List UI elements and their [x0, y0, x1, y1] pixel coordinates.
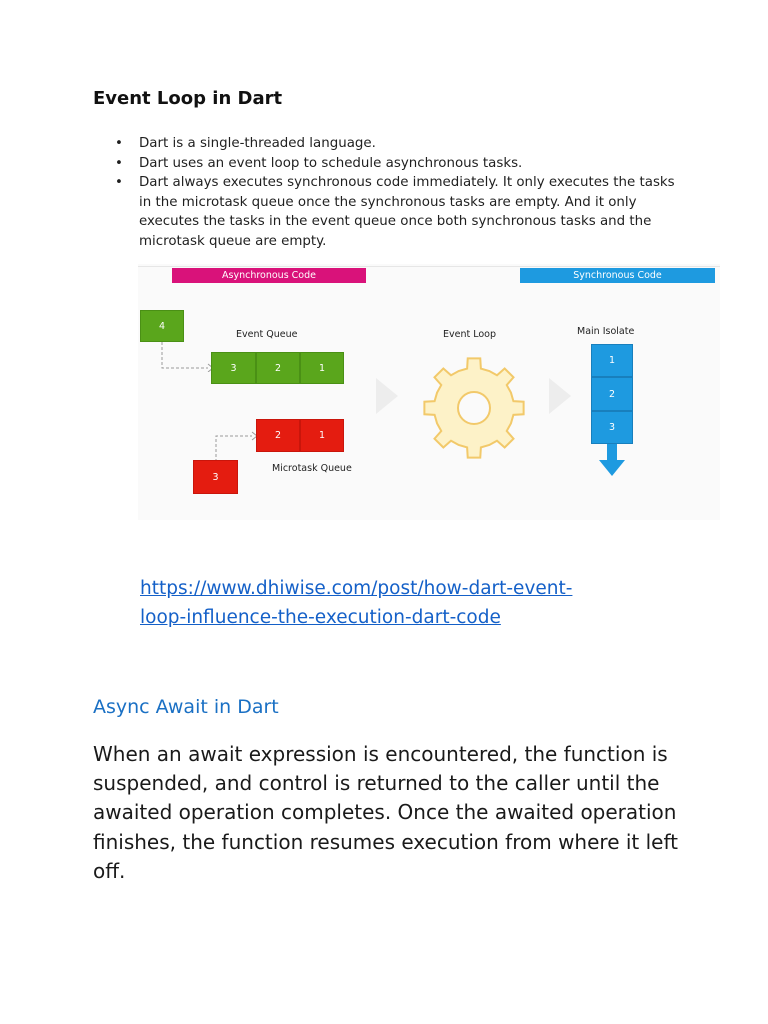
source-link[interactable]: [140, 578, 572, 628]
microtask-queue-item: 2: [256, 419, 300, 452]
main-isolate-label: Main Isolate: [577, 326, 635, 337]
source-link-block: [140, 574, 700, 632]
incoming-microtask-box: 3: [193, 460, 238, 494]
microtask-queue-label: Microtask Queue: [272, 463, 352, 474]
event-queue-item: 2: [256, 352, 300, 384]
list-item: • Dart always executes synchronous code immediately. It only executes the tasks in the microtask queue once the synchronous tasks are empty. And it only executes the tasks in the event queue once both synchronous tasks and the microtask queue are empty.: [93, 173, 678, 251]
section-heading: Async Await in Dart: [93, 696, 279, 718]
incoming-event-box: 4: [140, 310, 184, 342]
main-isolate-item: 2: [591, 377, 633, 411]
list-item: • Dart uses an event loop to schedule asynchronous tasks.: [93, 154, 678, 174]
event-queue-item: 1: [300, 352, 344, 384]
arrow-down-icon: [597, 444, 627, 478]
sync-code-header: Synchronous Code: [520, 268, 715, 283]
async-code-header: Asynchronous Code: [172, 268, 366, 283]
event-loop-diagram: [138, 264, 720, 520]
body-paragraph: When an await expression is encountered, the function is suspended, and control is returned to the caller until the awaited operation completes. Once the awaited operation finishes, the function resumes execution from where it left off.: [93, 742, 678, 883]
main-isolate-item: 3: [591, 411, 633, 444]
gear-icon: [421, 355, 527, 461]
event-loop-label: Event Loop: [443, 329, 497, 340]
bullet-list: [93, 134, 678, 251]
main-isolate-item: 1: [591, 344, 633, 377]
event-queue-label: Event Queue: [236, 329, 298, 340]
list-item: • Dart is a single-threaded language.: [93, 134, 678, 154]
chevron-right-icon: [547, 376, 573, 416]
microtask-queue-item: 1: [300, 419, 344, 452]
page-title: Event Loop in Dart: [93, 88, 283, 109]
microtask-queue-arrow: [212, 430, 260, 464]
event-queue-item: 3: [211, 352, 256, 384]
chevron-right-icon: [374, 376, 400, 416]
source-link-line-1: https://www.dhiwise.com/post/how-dart-event-: [140, 578, 573, 599]
source-link-line-2: loop-influence-the-execution-dart-code: [140, 607, 501, 628]
event-queue-arrow: [158, 342, 214, 372]
diagram-top-rule: [138, 266, 720, 267]
